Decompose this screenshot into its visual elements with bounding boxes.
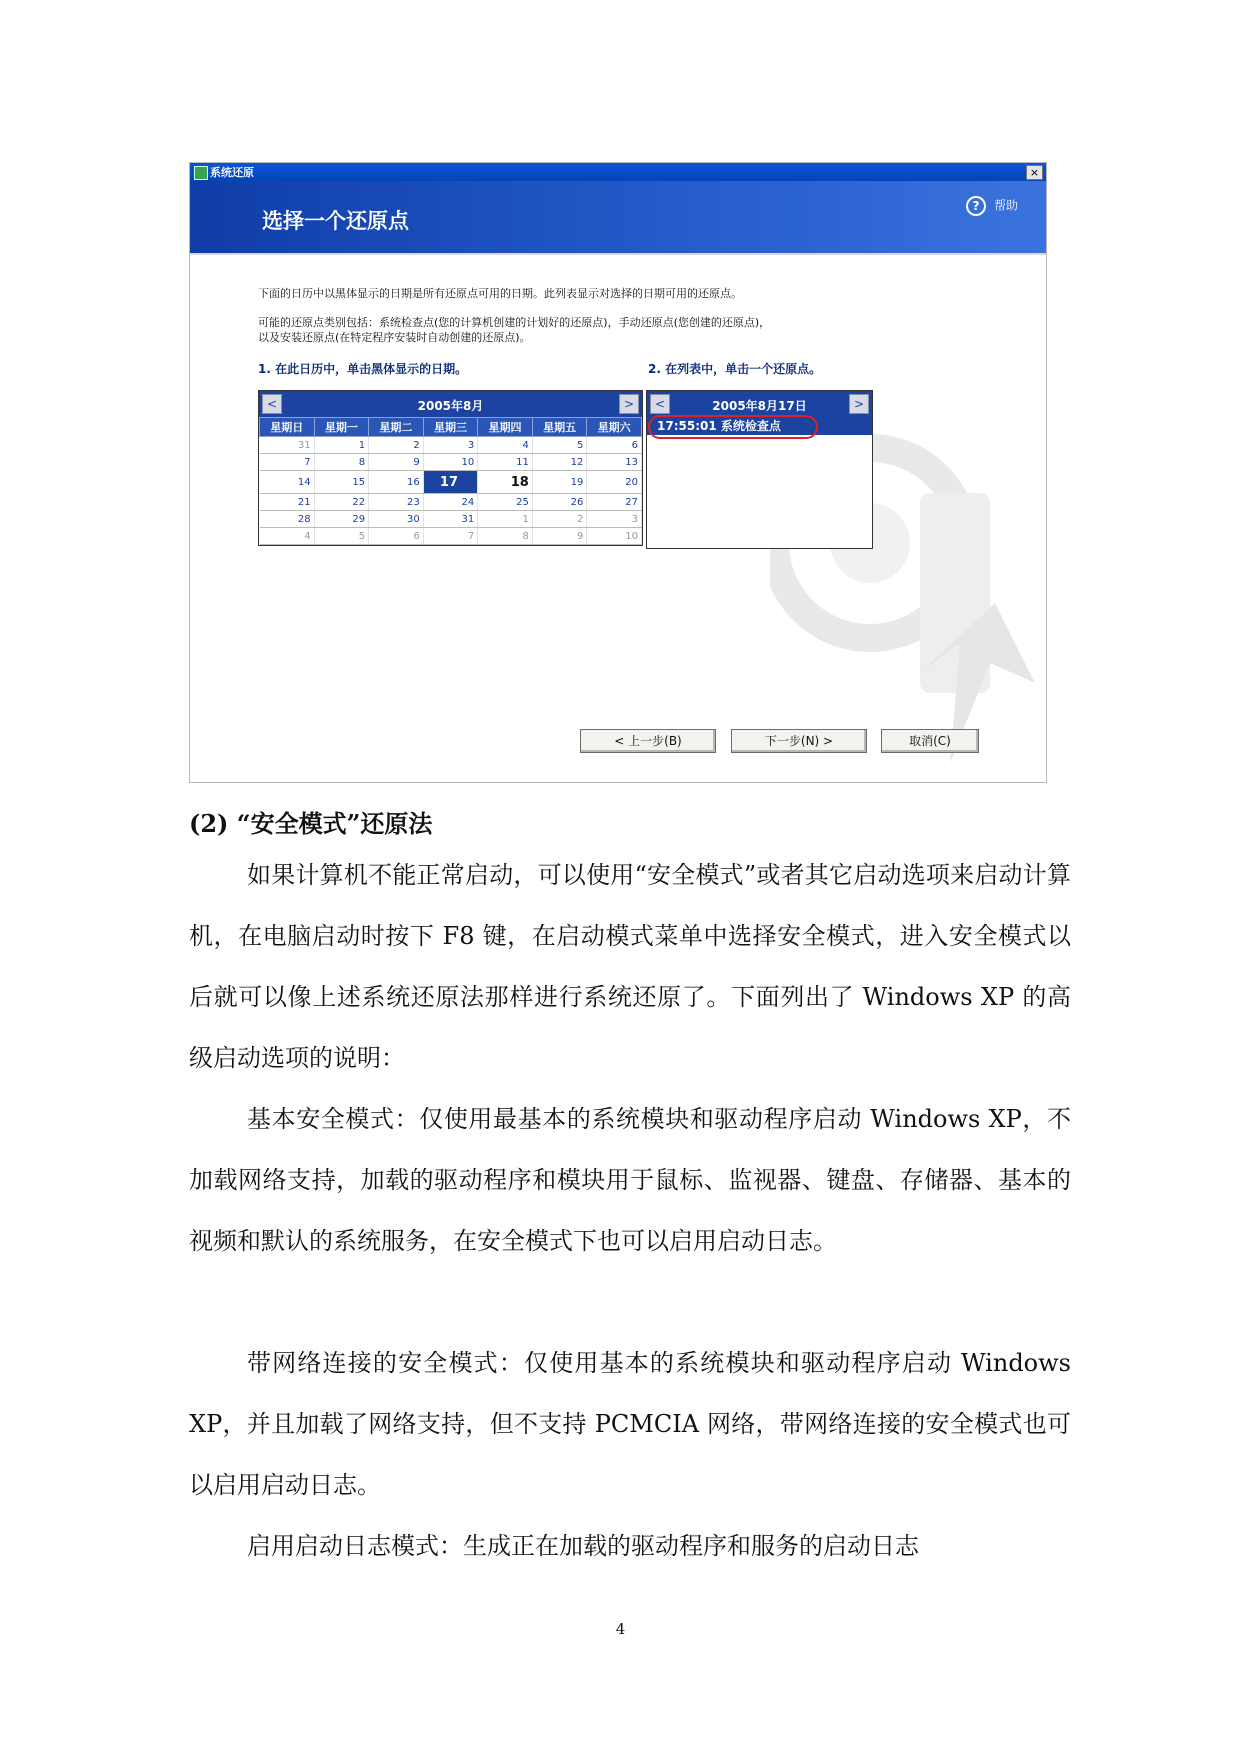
- description-line-1: 下面的日历中以黑体显示的日期是所有还原点可用的日期。此列表显示对选择的日期可用的还原点。: [258, 287, 742, 300]
- calendar-day[interactable]: 21: [260, 494, 315, 511]
- calendar-day[interactable]: 4: [260, 528, 315, 545]
- restore-point-item[interactable]: [647, 417, 872, 435]
- calendar-day[interactable]: 12: [532, 454, 587, 471]
- calendar-day[interactable]: 2: [369, 437, 424, 454]
- calendar-day[interactable]: 26: [532, 494, 587, 511]
- calendar-day[interactable]: 29: [314, 511, 369, 528]
- back-button[interactable]: < 上一步(B): [580, 729, 716, 753]
- calendar-day[interactable]: 1: [478, 511, 533, 528]
- description-line-3: 以及安装还原点(在特定程序安装时自动创建的还原点)。: [258, 331, 531, 344]
- calendar-day[interactable]: 15: [314, 471, 369, 494]
- weekday-header: 星期一: [314, 418, 369, 437]
- close-button[interactable]: ×: [1026, 165, 1043, 180]
- prev-day-button[interactable]: <: [650, 394, 670, 414]
- calendar-day[interactable]: 4: [478, 437, 533, 454]
- dialog-header: [190, 181, 1046, 255]
- calendar-week-row: [260, 471, 642, 494]
- calendar-day-bold[interactable]: 18: [478, 471, 533, 494]
- calendar-day[interactable]: 5: [532, 437, 587, 454]
- window-title: 系统还原: [210, 166, 254, 179]
- calendar-day[interactable]: 3: [587, 511, 642, 528]
- calendar-day[interactable]: 8: [478, 528, 533, 545]
- dialog-heading: 选择一个还原点: [262, 209, 409, 233]
- calendar-grid: [259, 417, 642, 545]
- calendar: [258, 390, 643, 546]
- calendar-week-row: [260, 454, 642, 471]
- calendar-month-title: 2005年8月: [417, 399, 484, 413]
- calendar-day[interactable]: 9: [532, 528, 587, 545]
- section-subheading: (2) “安全模式”还原法: [189, 809, 433, 838]
- restore-point-list: [646, 390, 873, 549]
- calendar-day[interactable]: 10: [423, 454, 478, 471]
- help-link[interactable]: [966, 196, 1018, 216]
- calendar-day[interactable]: 30: [369, 511, 424, 528]
- restore-point-label: 17:55:01 系统检查点: [657, 419, 781, 433]
- next-day-button[interactable]: >: [849, 394, 869, 414]
- calendar-day[interactable]: 19: [532, 471, 587, 494]
- calendar-day[interactable]: 16: [369, 471, 424, 494]
- calendar-day[interactable]: 20: [587, 471, 642, 494]
- calendar-week-row: [260, 511, 642, 528]
- calendar-day[interactable]: 7: [423, 528, 478, 545]
- calendar-day[interactable]: 7: [260, 454, 315, 471]
- calendar-day[interactable]: 11: [478, 454, 533, 471]
- calendar-day[interactable]: 2: [532, 511, 587, 528]
- calendar-day[interactable]: 28: [260, 511, 315, 528]
- calendar-day[interactable]: 22: [314, 494, 369, 511]
- calendar-day[interactable]: 1: [314, 437, 369, 454]
- paragraph-boot-logging: 启用启动日志模式：生成正在加载的驱动程序和服务的启动日志: [247, 1532, 919, 1560]
- help-label: 帮助: [993, 198, 1018, 213]
- help-icon: ?: [966, 196, 986, 216]
- calendar-day[interactable]: 27: [587, 494, 642, 511]
- list-date-title: 2005年8月17日: [712, 399, 807, 413]
- calendar-day[interactable]: 31: [260, 437, 315, 454]
- calendar-day[interactable]: 6: [587, 437, 642, 454]
- next-month-button[interactable]: >: [619, 394, 639, 414]
- weekday-header: 星期四: [478, 418, 533, 437]
- calendar-day[interactable]: 10: [587, 528, 642, 545]
- next-button[interactable]: 下一步(N) >: [731, 729, 867, 753]
- weekday-row: [260, 418, 642, 437]
- calendar-day[interactable]: 31: [423, 511, 478, 528]
- calendar-day[interactable]: 23: [369, 494, 424, 511]
- calendar-week-row: [260, 528, 642, 545]
- calendar-day[interactable]: 8: [314, 454, 369, 471]
- weekday-header: 星期三: [423, 418, 478, 437]
- calendar-day[interactable]: 13: [587, 454, 642, 471]
- cancel-button[interactable]: 取消(C): [881, 729, 979, 753]
- prev-month-button[interactable]: <: [262, 394, 282, 414]
- weekday-header: 星期五: [532, 418, 587, 437]
- window-titlebar: [190, 163, 1046, 181]
- calendar-day[interactable]: 25: [478, 494, 533, 511]
- system-restore-screenshot: [189, 162, 1047, 783]
- system-restore-icon: [194, 166, 208, 180]
- page-number: 4: [615, 1620, 626, 1638]
- step-1-label: 1. 在此日历中，单击黑体显示的日期。: [258, 362, 468, 376]
- calendar-day[interactable]: 3: [423, 437, 478, 454]
- paragraph-safe-mode-intro: 如果计算机不能正常启动，可以使用“安全模式”或者其它启动选项来启动计算机，在电脑启动时按下 F8 键，在启动模式菜单中选择安全模式，进入安全模式以后就可以像上述系统还原法那样进行系统还原了。下面列出了 Windows XP 的高级启动选项的说明：: [189, 861, 1071, 1072]
- calendar-day[interactable]: 24: [423, 494, 478, 511]
- calendar-day-selected[interactable]: 17: [423, 471, 478, 494]
- calendar-day[interactable]: 6: [369, 528, 424, 545]
- weekday-header: 星期日: [260, 418, 315, 437]
- calendar-week-row: [260, 437, 642, 454]
- paragraph-basic-safe-mode: 基本安全模式：仅使用最基本的系统模块和驱动程序启动 Windows XP，不加载网络支持，加载的驱动程序和模块用于鼠标、监视器、键盘、存储器、基本的视频和默认的系统服务，在安全模式下也可以启用启动日志。: [189, 1105, 1071, 1255]
- paragraph-network-safe-mode: 带网络连接的安全模式：仅使用基本的系统模块和驱动程序启动 Windows XP，并且加载了网络支持，但不支持 PCMCIA 网络，带网络连接的安全模式也可以启用启动日志。: [189, 1349, 1071, 1499]
- calendar-day[interactable]: 5: [314, 528, 369, 545]
- highlight-circle: [648, 415, 818, 439]
- calendar-week-row: [260, 494, 642, 511]
- description-line-2: 可能的还原点类别包括：系统检查点(您的计算机创建的计划好的还原点)，手动还原点(您创建的还原点)，: [258, 316, 771, 329]
- calendar-day[interactable]: 9: [369, 454, 424, 471]
- weekday-header: 星期六: [587, 418, 642, 437]
- step-2-label: 2. 在列表中，单击一个还原点。: [648, 362, 822, 376]
- weekday-header: 星期二: [369, 418, 424, 437]
- calendar-day[interactable]: 14: [260, 471, 315, 494]
- list-header: [647, 391, 872, 417]
- calendar-header: [259, 391, 642, 417]
